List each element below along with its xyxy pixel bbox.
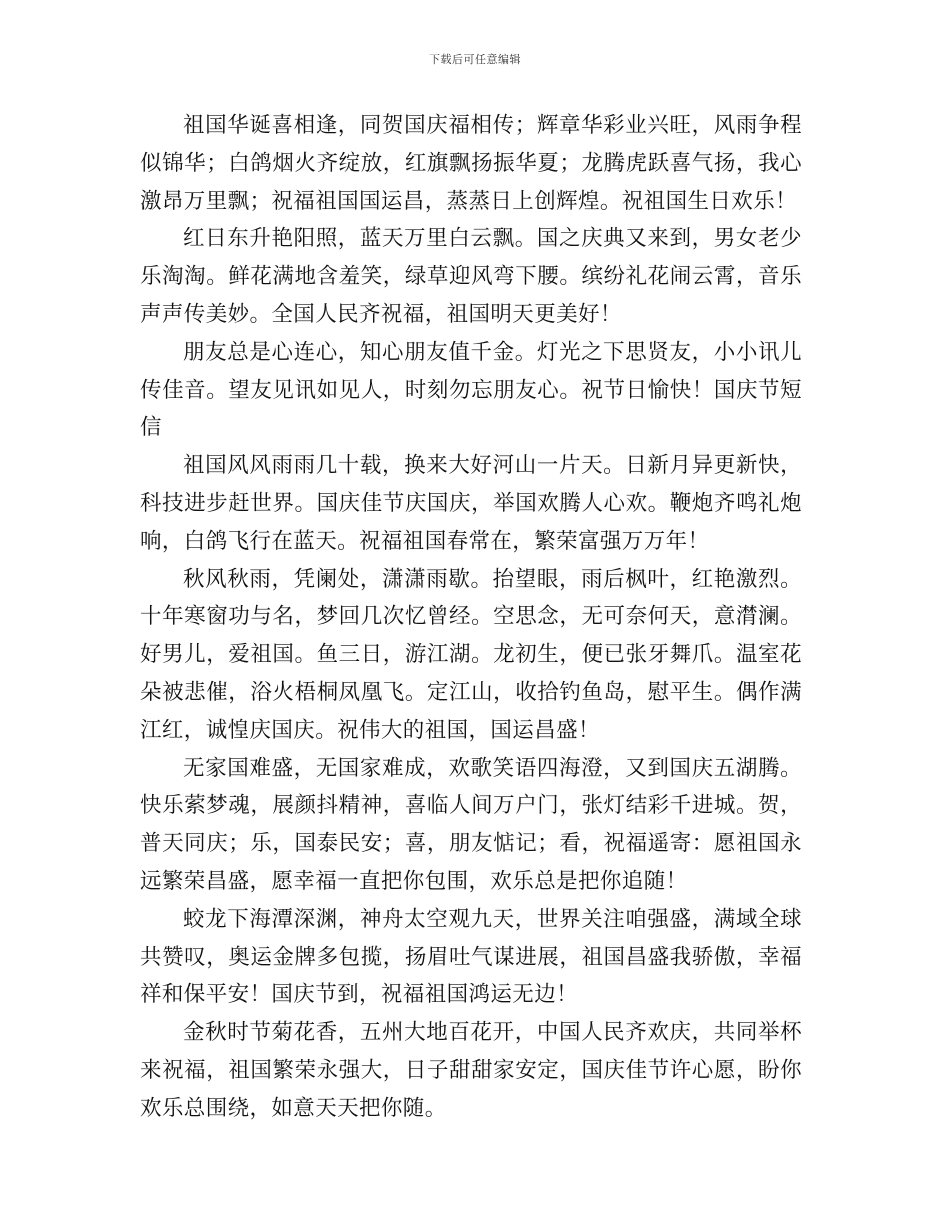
paragraph: 蛟龙下海潭深渊，神舟太空观九天，世界关注咱强盛，满域全球共赞叹，奥运金牌多包揽，扬眉吐气谋进展，祖国昌盛我骄傲，幸福祥和保平安！国庆节到，祝福祖国鸿运无边！ xyxy=(140,906,802,1008)
paragraph: 祖国风风雨雨几十载，换来大好河山一片天。日新月异更新快，科技进步赶世界。国庆佳节庆国庆，举国欢腾人心欢。鞭炮齐鸣礼炮响，白鸽飞行在蓝天。祝福祖国春常在，繁荣富强万万年！ xyxy=(140,453,802,554)
paragraph: 秋风秋雨，凭阑处，潇潇雨歇。抬望眼，雨后枫叶，红艳激烈。十年寒窗功与名，梦回几次忆曾经。空思念，无可奈何天，意潸澜。好男儿，爱祖国。鱼三日，游江湖。龙初生，便已张牙舞爪。温室花朵被悲催，浴火梧桐凤凰飞。定江山，收拾钓鱼岛，慰平生。偶作满江红，诚惶庆国庆。祝伟大的祖国，国运昌盛！ xyxy=(140,566,802,743)
paragraph: 红日东升艳阳照，蓝天万里白云飘。国之庆典又来到，男女老少乐淘淘。鲜花满地含羞笑，绿草迎风弯下腰。缤纷礼花闹云霄，音乐声声传美妙。全国人民齐祝福，祖国明天更美好！ xyxy=(140,226,802,327)
paragraph: 无家国难盛，无国家难成，欢歌笑语四海澄，又到国庆五湖腾。快乐萦梦魂，展颜抖精神，喜临人间万户门，张灯结彩千进城。贺，普天同庆；乐，国泰民安；喜，朋友惦记；看，祝福遥寄：愿祖国永远繁荣昌盛，愿幸福一直把你包围，欢乐总是把你追随！ xyxy=(140,755,802,894)
header-note: 下载后可任意编辑 xyxy=(429,53,521,66)
paragraph: 金秋时节菊花香，五州大地百花开，中国人民齐欢庆，共同举杯来祝福，祖国繁荣永强大，日子甜甜家安定，国庆佳节许心愿，盼你欢乐总围绕，如意天天把你随。 xyxy=(140,1020,802,1121)
paragraph: 祖国华诞喜相逢，同贺国庆福相传；辉章华彩业兴旺，风雨争程似锦华；白鸽烟火齐绽放，红旗飘扬振华夏；龙腾虎跃喜气扬，我心激昂万里飘；祝福祖国国运昌，蒸蒸日上创辉煌。祝祖国生日欢乐！ xyxy=(140,113,802,214)
document-body xyxy=(140,107,802,1128)
paragraph: 朋友总是心连心，知心朋友值千金。灯光之下思贤友，小小讯儿传佳音。望友见讯如见人，时刻勿忘朋友心。祝节日愉快！国庆节短信 xyxy=(140,339,802,441)
